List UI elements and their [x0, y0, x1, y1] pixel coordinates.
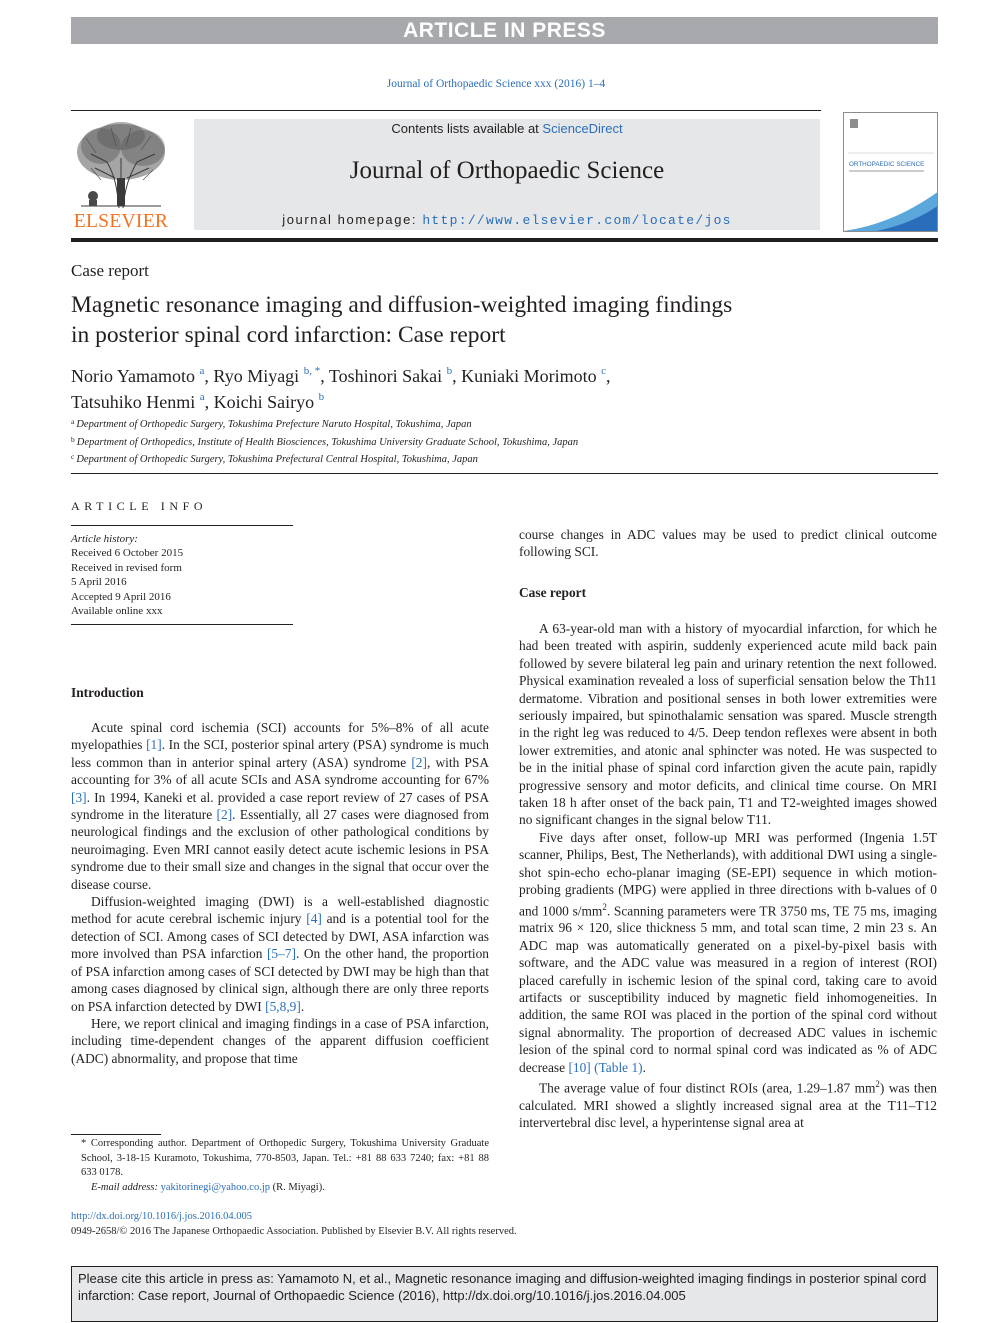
reference-link[interactable]: [2]: [216, 807, 233, 823]
article-title: [71, 290, 871, 350]
header-rule-top: [71, 110, 821, 111]
affiliation-letter: a: [71, 417, 75, 426]
history-label: Article history:: [71, 533, 138, 545]
journal-title: Journal of Orthopaedic Science: [349, 157, 665, 184]
table-link[interactable]: (Table 1): [594, 1059, 643, 1075]
introduction-heading: Introduction: [71, 685, 144, 700]
history-entry: Received in revised form: [71, 561, 182, 574]
email-suffix: (R. Miyagi).: [270, 1181, 325, 1193]
journal-homepage-line: [194, 212, 820, 228]
reference-link[interactable]: [1]: [146, 737, 162, 753]
header-rule-bottom: [71, 238, 938, 242]
author-list: Norio Yamamoto $^a$, Ryo Miyagi $^{b, *}$, Toshinori Sakai $^b$, Kuniaki Morimoto $^c$, Tatsuhiko Henmi $^a$, Koichi Sairyo $^b$: [71, 365, 611, 412]
author-name: Kuniaki Morimoto: [461, 366, 597, 386]
text-run: Diffusion-weighted imaging (DWI) is a well-established diagnostic method for acute cerebral ischemic injury: [71, 894, 489, 927]
intro-paragraph-1: [71, 719, 489, 893]
history-entry: Available online xxx: [71, 605, 163, 618]
affiliation-marker[interactable]: b: [318, 391, 325, 403]
affiliation-item: [71, 415, 931, 433]
case-report-body: [519, 620, 937, 1132]
citation-box: Please cite this article in press as: Yamamoto N, et al., Magnetic resonance imaging and diffusion-weighted imaging findings in posterior spinal cord infarction: Case report, Journal of Orthopaedic Science (2016), http://dx.doi.org/10.1016/j.jos.2016.04.005: [71, 1266, 938, 1322]
copyright-line: 0949-2658/© 2016 The Japanese Orthopaedic Association. Published by Elsevier B.V. All rights reserved.: [71, 1226, 517, 1237]
footnote-rule: [71, 1134, 161, 1135]
author-name: Ryo Miyagi: [213, 366, 300, 386]
article-info-rule-bottom: [71, 624, 293, 625]
elsevier-wordmark: ELSEVIER: [73, 211, 169, 232]
introduction-body: [71, 719, 489, 1067]
footnote-text: [71, 1137, 489, 1181]
article-in-press-banner: ARTICLE IN PRESS: [71, 17, 938, 44]
text-run: .: [642, 1059, 646, 1075]
text-run: The average value of four distinct ROIs (area, 1.29–1.87 mm: [539, 1080, 876, 1096]
footnote-star: *: [81, 1138, 87, 1149]
cover-title: ORTHOPAEDIC SCIENCE: [849, 161, 925, 168]
case-paragraph-3: [519, 1076, 937, 1132]
reference-link[interactable]: [5–7]: [266, 946, 296, 962]
homepage-url-link[interactable]: http://www.elsevier.com/locate/jos: [422, 213, 732, 228]
sciencedirect-link[interactable]: ScienceDirect: [542, 121, 623, 136]
case-report-heading: Case report: [519, 585, 587, 600]
text-run: ) was then calculated. MRI showed a slightly increased signal area at the T11–T12 intervertebral disc level, a hyperintense signal area at: [519, 1080, 937, 1131]
article-history: [71, 532, 293, 618]
intro-paragraph-3: Here, we report clinical and imaging findings in a case of PSA infarction, including time-dependent changes of the apparent diffusion coefficient (ADC) abnormality, and propose that time: [71, 1015, 489, 1066]
email-link[interactable]: yakitorinegi@yahoo.co.jp: [160, 1181, 271, 1193]
article-type: Case report: [71, 261, 149, 280]
affiliation-item: [71, 450, 931, 468]
affiliation-item: [71, 433, 931, 451]
homepage-prefix: journal homepage:: [282, 212, 423, 227]
text-run: . In the SCI, posterior spinal artery (PSA) syndrome is much less common than in anterior spinal artery (ASA) syndrome: [71, 737, 490, 770]
affiliation-list: [71, 415, 931, 468]
reference-link[interactable]: [10]: [568, 1059, 591, 1075]
doi-link[interactable]: http://dx.doi.org/10.1016/j.jos.2016.04.005: [71, 1211, 252, 1222]
affiliation-letter: b: [71, 434, 75, 444]
text-run: . On the other hand, the proportion of PSA infarction among cases of SCI detected by DWI may be high than that among cases diagnosed by clinical sign, although there are only three reports on PSA infarction detected by DWI: [71, 946, 489, 1014]
footnote-email-line: [71, 1181, 489, 1196]
text-run: , with PSA accounting for 3% of all acute SCIs and ASA syndrome accounting for 67%: [71, 754, 489, 788]
journal-cover-icon: [844, 113, 938, 232]
contents-prefix: Contents lists available at: [391, 121, 543, 136]
article-info-heading: ARTICLE INFO: [71, 499, 208, 513]
journal-reference-link[interactable]: Journal of Orthopaedic Science xxx (2016) 1–4: [386, 78, 606, 90]
intro-paragraph-2: [71, 893, 489, 1015]
superscript: 2: [875, 1079, 880, 1090]
history-entry: Accepted 9 April 2016: [71, 590, 171, 603]
history-entry: Received 6 October 2015: [71, 547, 184, 560]
affiliation-text: Department of Orthopedic Surgery, Tokushima Prefectural Central Hospital, Tokushima, Japan: [76, 454, 478, 466]
reference-link[interactable]: [4]: [306, 911, 322, 927]
author-name: Koichi Sairyo: [213, 392, 315, 412]
article-info-rule-top: [71, 525, 293, 526]
contents-available-line: [194, 121, 820, 136]
corresponding-author-footnote: [71, 1137, 489, 1195]
affiliation-marker[interactable]: b: [446, 365, 453, 377]
text-run: . Essentially, all 27 cases were diagnosed from neurological findings and the exclusion of other pathological conditions by neuroimaging. Even MRI cannot easily detect acute ischemic lesions in PSA syndrome due to their small size and changes in the signal that occur over the disease course.: [71, 807, 489, 892]
superscript: 2: [602, 901, 607, 912]
affiliation-marker[interactable]: b, *: [303, 365, 321, 377]
journal-header-box: [194, 119, 820, 230]
affiliation-text: Department of Orthopedics, Institute of Health Biosciences, Tokushima University Graduate School, Tokushima, Japan: [76, 436, 579, 448]
reference-link[interactable]: [3]: [71, 789, 87, 805]
footnote-body: Corresponding author. Department of Orthopedic Surgery, Tokushima University Graduate School, 3-18-15 Kuramoto, Tokushima, 770-8503, Japan. Tel.: +81 88 633 7240; fax: +81 88 633 0178.: [81, 1138, 489, 1178]
author-name: Norio Yamamoto: [71, 366, 196, 386]
continued-paragraph: course changes in ADC values may be used to predict clinical outcome following SCI.: [519, 527, 937, 560]
case-paragraph-1: A 63-year-old man with a history of myocardial infarction, for which he had been treated with aspirin, suddenly experienced acute mild back pain followed by severe bilateral leg pain and urinary retention the next followed. Physical examination revealed a loss of superficial sensation below the Th11 dermatome. Vibration and positional senses in both lower extremities were seriously impaired, but spinothalamic sensation was spared. Muscle strength in the right leg was reduced to 4/5. Deep tendon reflexes were absent in both lower extremities, and atonic anal sphincter was noted. He was suspected to be in the initial phase of spinal cord infarction given the acute pain, rapidly progressive sensory and motor deficits, and clinical time course. On MRI taken 18 h after onset of the back pain, T1 and T2-weighted images showed no significant changes in the signal below T11.: [519, 621, 937, 828]
text-run: . Scanning parameters were TR 3750 ms, TE 75 ms, imaging matrix 96 × 120, slice thickness 5 mm, and total scan time, 2 min 23 s. An ADC map was automatically generated on a pixel-by-pixel basis with software, and the ADC value was measured in a region of interest (ROI) placed carefully in ischemic lesion of the spinal cord, taking care to avoid artifacts or susceptibility induced by magnetic field inhomogeneities. In addition, the same ROI was placed in the portion of the spinal cord without signal abnormality. The proportion of decreased ADC values in ischemic lesion of the spinal cord to normal spinal cord was indicated as % of ADC decrease: [519, 902, 937, 1075]
text-run: Acute spinal cord ischemia (SCI) accounts for 5%–8% of all acute myelopathies: [71, 720, 489, 753]
author-name: Toshinori Sakai: [328, 366, 443, 386]
case-paragraph-2: [519, 829, 937, 1076]
author-name: Tatsuhiko Henmi: [71, 392, 196, 412]
affiliation-marker[interactable]: a: [199, 365, 205, 377]
affiliation-divider: [71, 473, 938, 474]
history-entry: 5 April 2016: [71, 576, 127, 589]
email-label: E-mail address:: [91, 1181, 161, 1193]
text-run: and is a potential tool for the detection of SCI. Among cases of SCI detected by DWI, ASA infarction was more involved than PSA infarction: [71, 911, 489, 962]
affiliation-marker[interactable]: c: [601, 365, 606, 377]
affiliation-letter: c: [71, 452, 75, 462]
title-line-1: Magnetic resonance imaging and diffusion-weighted imaging findings: [71, 292, 733, 318]
title-line-2: in posterior spinal cord infarction: Case report: [71, 322, 506, 348]
text-run: Five days after onset, follow-up MRI was performed (Ingenia 1.5T scanner, Philips, Best, The Netherlands), with additional DWI using a single-shot spin-echo echo-planar imaging (SE-EPI) sequence in which motion-probing gradients (MPG) were applied in three directions with b-values of 0 and 1000 s/mm: [519, 829, 937, 918]
journal-cover-thumbnail: [843, 112, 938, 232]
reference-link[interactable]: [2]: [411, 754, 427, 770]
text-run: . In 1994, Kaneki et al. provided a case report review of 27 cases of PSA syndrome in the literature: [71, 789, 489, 823]
reference-link[interactable]: [5,8,9]: [265, 998, 301, 1014]
text-run: .: [300, 998, 305, 1014]
affiliation-text: Department of Orthopedic Surgery, Tokushima Prefecture Naruto Hospital, Tokushima, Japan: [76, 419, 472, 430]
affiliation-marker[interactable]: a: [199, 391, 205, 403]
right-column-continuation: [519, 526, 937, 561]
